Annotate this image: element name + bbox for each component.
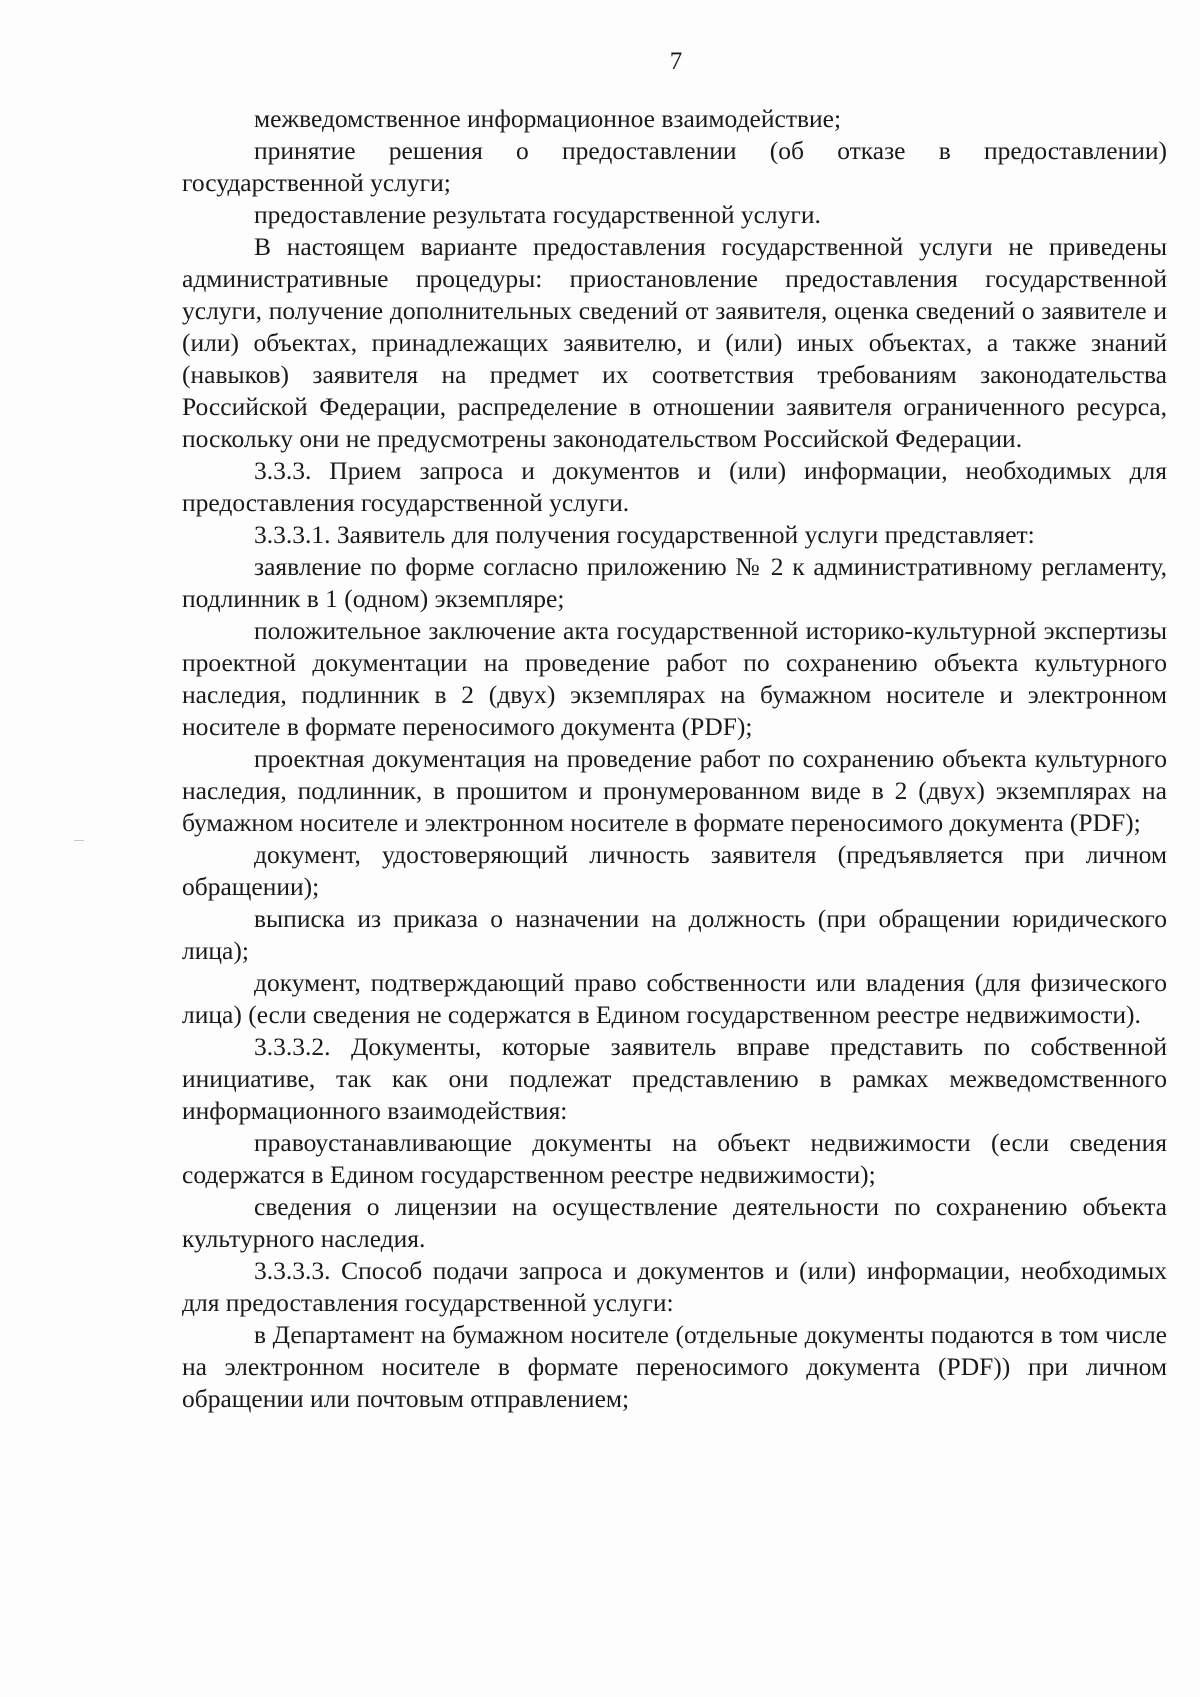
- paragraph: положительное заключение акта государственной историко-культурной экспертизы проектной документации на проведение работ по сохранению объекта культурного наследия, подлинник в 2 (двух) экземплярах на бумажном носителе и электронном носителе в формате переносимого документа (PDF);: [182, 616, 1167, 741]
- scan-artifact: [74, 840, 84, 841]
- paragraph: межведомственное информационное взаимодействие;: [254, 104, 842, 133]
- paragraph: выписка из приказа о назначении на должность (при обращении юридического лица);: [182, 904, 1167, 965]
- paragraph: 3.3.3.3. Способ подачи запроса и документов и (или) информации, необходимых для предоставления государственной услуги:: [182, 1256, 1167, 1317]
- paragraph: 3.3.3.2. Документы, которые заявитель вправе представить по собственной инициативе, так как они подлежат представлению в рамках межведомственного информационного взаимодействия:: [182, 1032, 1167, 1125]
- paragraph: 3.3.3. Прием запроса и документов и (или) информации, необходимых для предоставления государственной услуги.: [182, 456, 1167, 517]
- paragraph: сведения о лицензии на осуществление деятельности по сохранению объекта культурного наследия.: [182, 1192, 1167, 1253]
- document-body: [182, 103, 1167, 1415]
- paragraph: 3.3.3.1. Заявитель для получения государственной услуги представляет:: [254, 520, 1035, 549]
- paragraph: заявление по форме согласно приложению № 2 к административному регламенту, подлинник в 1 (одном) экземпляре;: [182, 552, 1167, 613]
- page-number: 7: [669, 48, 683, 75]
- paragraph: принятие решения о предоставлении (об отказе в предоставлении) государственной услуги;: [182, 136, 1167, 197]
- paragraph: В настоящем варианте предоставления государственной услуги не приведены административные процедуры: приостановление предоставления государственной услуги, получение дополнительных сведений от заявителя, оценка сведений о заявителе и (или) объектах, принадлежащих заявителю, и (или) иных объектах, а также знаний (навыков) заявителя на предмет их соответствия требованиям законодательства Российской Федерации, распределение в отношении заявителя ограниченного ресурса, поскольку они не предусмотрены законодательством Российской Федерации.: [182, 232, 1167, 453]
- paragraph: проектная документация на проведение работ по сохранению объекта культурного наследия, подлинник, в прошитом и пронумерованном виде в 2 (двух) экземплярах на бумажном носителе и электронном носителе в формате переносимого документа (PDF);: [182, 744, 1167, 837]
- paragraph: документ, подтверждающий право собственности или владения (для физического лица) (если сведения не содержатся в Едином государственном реестре недвижимости).: [182, 968, 1167, 1029]
- paragraph: в Департамент на бумажном носителе (отдельные документы подаются в том числе на электронном носителе в формате переносимого документа (PDF)) при личном обращении или почтовым отправлением;: [182, 1320, 1167, 1413]
- paragraph: правоустанавливающие документы на объект недвижимости (если сведения содержатся в Едином государственном реестре недвижимости);: [182, 1128, 1167, 1189]
- paragraph: предоставление результата государственной услуги.: [254, 200, 821, 229]
- paragraph: документ, удостоверяющий личность заявителя (предъявляется при личном обращении);: [182, 840, 1167, 901]
